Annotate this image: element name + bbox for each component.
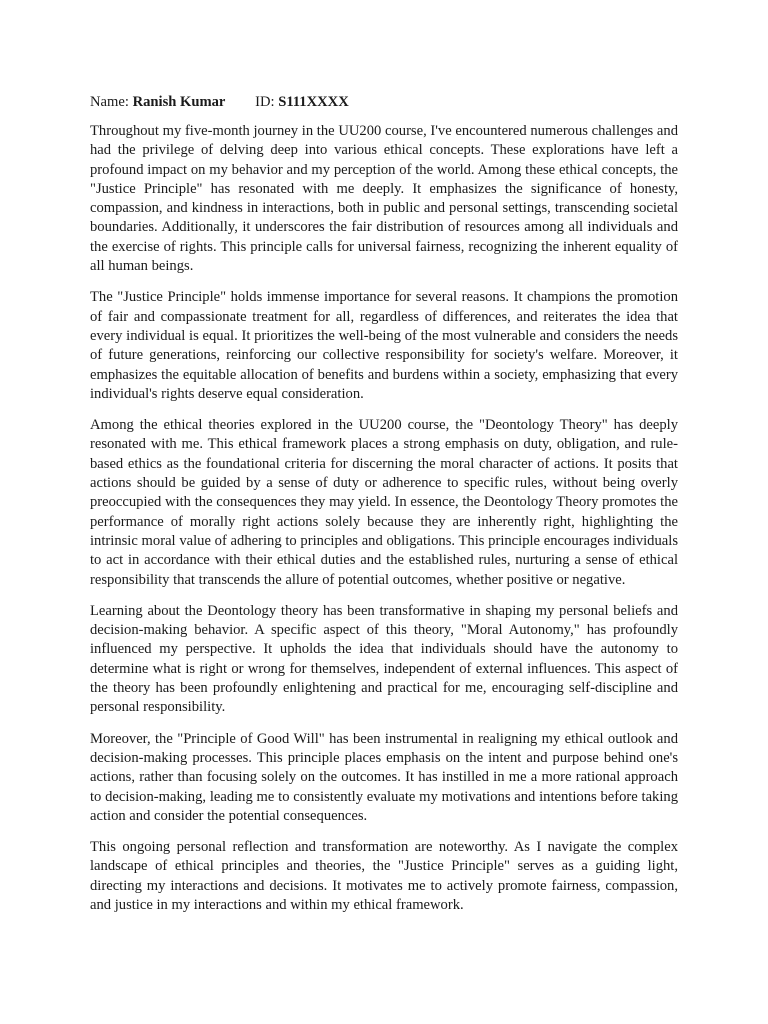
document-page: [90, 92, 678, 927]
student-id: S111XXXX: [278, 94, 349, 110]
student-name: Ranish Kumar: [132, 94, 226, 110]
paragraph-5: Moreover, the "Principle of Good Will" has been instrumental in realigning my ethical outlook and decision-making processes. This principle places emphasis on the intent and purpose behind one's actions, rather than focusing solely on the outcomes. It has instilled in me a more rational approach to decision-making, leading me to consistently evaluate my motivations and intentions before taking action and consider the potential consequences.: [90, 730, 678, 824]
name-label: Name:: [90, 94, 129, 110]
paragraph-3: Among the ethical theories explored in the UU200 course, the "Deontology Theory" has deeply resonated with me. This ethical framework places a strong emphasis on duty, obligation, and rule-based ethics as the foundational criteria for discerning the moral character of actions. It posits that actions should be guided by a sense of duty or adherence to specific rules, without being overly preoccupied with the consequences they may yield. In essence, the Deontology Theory promotes the performance of morally right actions solely because they are inherently right, highlighting the intrinsic moral value of adhering to principles and obligations. This principle encourages individuals to act in accordance with their ethical duties and the established rules, nurturing a sense of ethical responsibility that transcends the allure of potential outcomes, whether positive or negative.: [90, 417, 678, 588]
id-label: ID:: [255, 94, 275, 110]
header-line: [90, 92, 678, 112]
paragraph-4: Learning about the Deontology theory has been transformative in shaping my personal beliefs and decision-making behavior. A specific aspect of this theory, "Moral Autonomy," has profoundly influenced my perspective. It upholds the idea that individuals should have the autonomy to determine what is right or wrong for themselves, independent of external influences. This aspect of the theory has been profoundly enlightening and practical for me, encouraging self-discipline and personal responsibility.: [90, 602, 678, 716]
paragraph-2: The "Justice Principle" holds immense importance for several reasons. It champions the promotion of fair and compassionate treatment for all, regardless of differences, and reiterates the idea that every individual is equal. It prioritizes the well-being of the most vulnerable and considers the needs of future generations, reinforcing our collective responsibility for society's welfare. Moreover, it emphasizes the equitable allocation of benefits and burdens within a society, emphasizing that every individual's rights deserve equal consideration.: [90, 289, 678, 402]
paragraph-6: This ongoing personal reflection and transformation are noteworthy. As I navigate the complex landscape of ethical principles and theories, the "Justice Principle" serves as a guiding light, directing my interactions and decisions. It motivates me to actively promote fairness, compassion, and justice in my interactions and within my ethical framework.: [90, 839, 678, 913]
paragraph-1: Throughout my five-month journey in the UU200 course, I've encountered numerous challenges and had the privilege of delving deep into various ethical concepts. These explorations have left a profound impact on my behavior and my perception of the world. Among these ethical concepts, the "Justice Principle" has resonated with me deeply. It emphasizes the significance of honesty, compassion, and kindness in interactions, both in public and personal settings, transcending societal boundaries. Additionally, it underscores the fair distribution of resources among all individuals and the exercise of rights. This principle calls for universal fairness, recognizing the inherent equality of all human beings.: [90, 123, 678, 275]
